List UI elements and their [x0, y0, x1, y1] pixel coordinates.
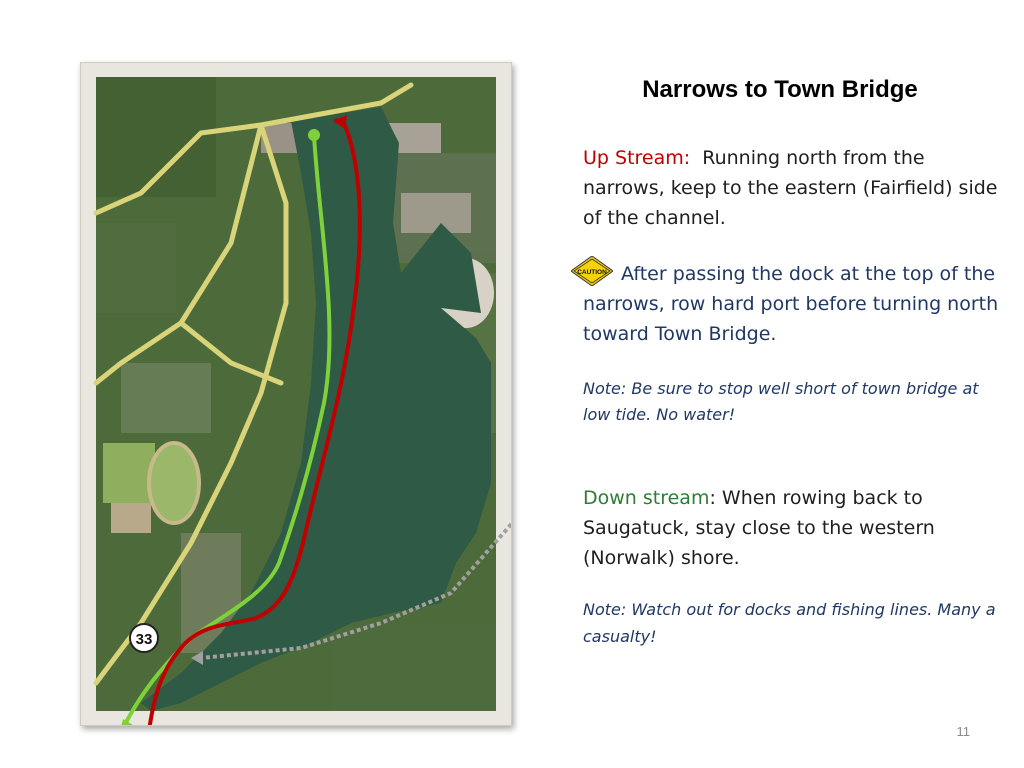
- tennis-courts: [111, 503, 151, 533]
- parking-lot: [401, 193, 471, 233]
- upstream-label: Up Stream:: [583, 147, 691, 169]
- aerial-map: [81, 63, 511, 725]
- caution-sign-text: CAUTION: [577, 269, 607, 276]
- downstream-text: : When rowing back to Saugatuck, stay close to the western (Norwalk) shore.: [583, 487, 935, 569]
- route-shield-number: 33: [135, 631, 153, 648]
- ball-field: [103, 443, 155, 503]
- upstream-paragraph: [583, 143, 1003, 233]
- downstream-start-dot: [308, 129, 320, 141]
- upstream-text: Running north from the narrows, keep to the eastern (Fairfield) side of the channel.: [583, 147, 998, 229]
- upstream-note: Note: Be sure to stop well short of town bridge at low tide. No water!: [583, 379, 979, 424]
- page-number: 11: [956, 724, 970, 739]
- aerial-map-frame: [80, 62, 512, 726]
- caution-text: After passing the dock at the top of the narrows, row hard port before turning north toward Town Bridge.: [583, 263, 999, 345]
- route-33-shield: [130, 624, 158, 652]
- caution-paragraph: [577, 256, 1003, 349]
- downstream-paragraph: [583, 483, 1003, 573]
- downstream-label: Down stream: [583, 487, 710, 509]
- downstream-note: Note: Watch out for docks and fishing lines. Many a casualty!: [583, 600, 996, 646]
- running-track: [149, 443, 199, 523]
- slide-title: Narrows to Town Bridge: [642, 76, 918, 103]
- caution-sign-icon: [571, 256, 613, 286]
